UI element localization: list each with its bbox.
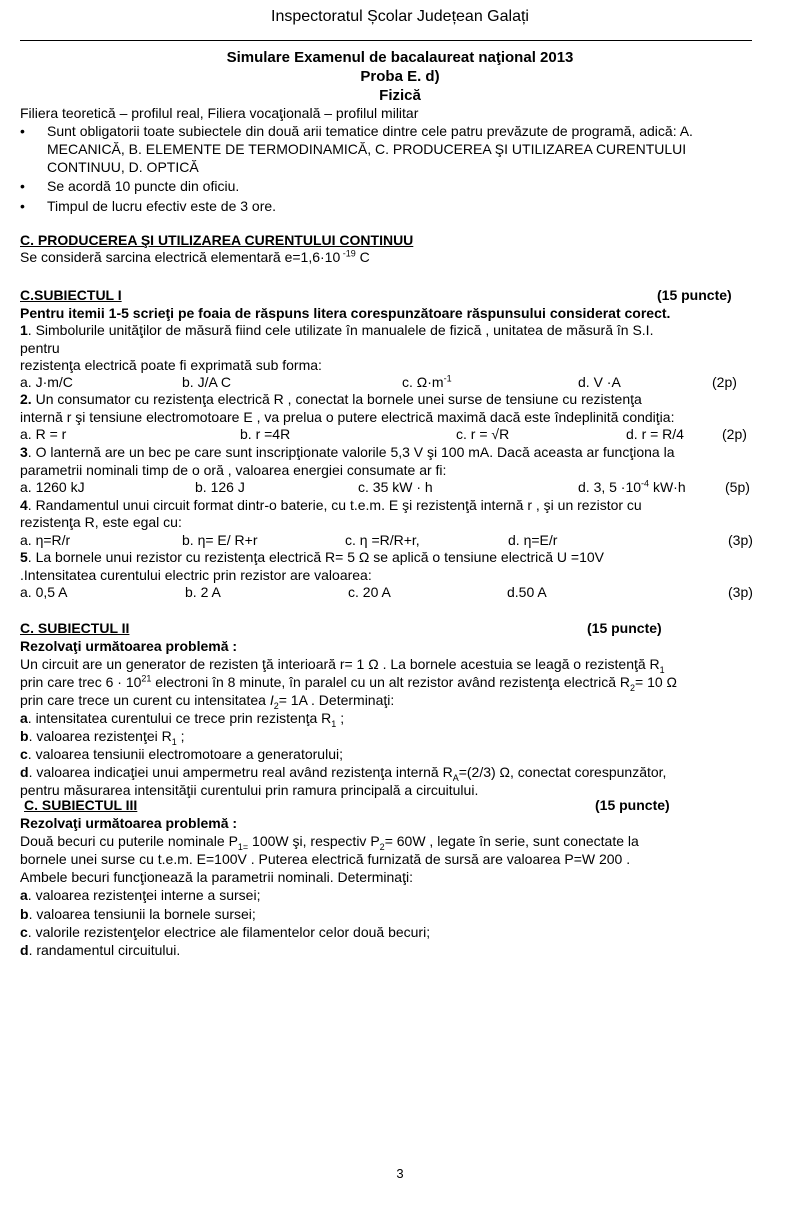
question-text: internă r şi tensiune electromotoare E , va prelua o putere electrică maximă dacă este îndeplinită condiţia: [20, 409, 675, 425]
points: (5p) [725, 479, 750, 495]
points: (2p) [712, 374, 737, 390]
question-text: rezistenţa R, este egal cu: [20, 514, 182, 530]
problem-text: Ambele becuri funcţionează la parametrii nominali. Determinaţi: [20, 869, 413, 885]
problem-text: prin care trec $6 \cdot 10^{21}$ electroni în 8 minute, în paralel cu un alt rezistor având rezistenţa electrică $R_2= 10$ Ω [20, 673, 677, 693]
subject-1-title: C.SUBIECTUL I [20, 287, 122, 303]
option-d: d.50 A [507, 584, 547, 600]
option-c: c. r = √R [456, 426, 510, 442]
points: (3p) [728, 532, 753, 548]
option-a: a. η=R/r [20, 532, 71, 548]
question-3: 3. O lanternă are un bec pe care sunt inscripţionate valorile 5,3 V şi 100 mA. Dacă aceasta ar funcţiona la [20, 444, 675, 460]
option-b: b. 126 J [195, 479, 245, 495]
problem-text: bornele unei surse cu t.e.m. E=100V . Puterea electrică furnizată de sursă are valoarea P=W 200 . [20, 851, 631, 867]
task-a: a. valoarea rezistenţei interne a sursei; [20, 887, 261, 903]
instruction-line: Timpul de lucru efectiv este de 3 ore. [47, 198, 277, 214]
subject-1-points: (15 puncte) [657, 287, 732, 303]
q5-options [20, 584, 800, 601]
option-d: d. r = R/4 [626, 426, 684, 442]
option-c: c. 35 kW · h [358, 479, 433, 495]
q4-options [20, 532, 800, 549]
task-d: d. valoarea indicaţiei unui ampermetru real având rezistenţa internă $R_A=(2/3)$ Ω, conectat corespunzător, [20, 764, 667, 783]
task-a: a. intensitatea curentului ce trece prin rezistenţa $R_1$ ; [20, 710, 345, 729]
option-c: c. 20 A [348, 584, 391, 600]
option-b: b. 2 A [185, 584, 221, 600]
option-a: a. J·m/C [20, 374, 73, 390]
bullet-icon: • [20, 178, 25, 194]
subject-3-title: C. SUBIECTUL III [24, 797, 138, 813]
exam-subject: Fizică [379, 87, 421, 104]
page-header: Inspectoratul Școlar Județean Galați [271, 8, 529, 25]
option-d: d. 3, $5 \cdot 10^{-4}$ kW·h [578, 478, 686, 495]
q3-options [20, 479, 800, 496]
q1-options [20, 374, 800, 391]
option-a: a. 0,5 A [20, 584, 68, 600]
points: (2p) [722, 426, 747, 442]
subject-2-points: (15 puncte) [587, 620, 662, 636]
instruction-line: Se acordă 10 puncte din oficiu. [47, 178, 240, 194]
option-b: b. r =4R [240, 426, 291, 442]
question-text: .Intensitatea curentului electric prin rezistor are valoarea: [20, 567, 372, 583]
task-d-continued: pentru măsurarea intensităţii curentului prin ramura principală a circuitului. [20, 782, 479, 798]
subject-2-instructions: Rezolvaţi următoarea problemă : [20, 638, 238, 654]
question-text: parametrii nominali timp de o oră , valoarea energiei consumate ar fi: [20, 462, 447, 478]
option-d: d. V ·A [578, 374, 621, 390]
header-rule [20, 40, 752, 41]
question-text: pentru [20, 340, 60, 356]
bullet-icon: • [20, 123, 25, 139]
exam-proba: Proba E. d) [360, 68, 440, 85]
q2-options [20, 426, 800, 443]
task-b: b. valoarea tensiunii la bornele sursei; [20, 906, 256, 922]
problem-text: Două becuri cu puterile nominale $P_{1=}$ 100W şi, respectiv $P_2= 60W$ , legate în serie, sunt conectate la [20, 833, 639, 852]
subject-3-points: (15 puncte) [595, 797, 670, 813]
problem-text: Un circuit are un generator de rezisten ţă interioară r= 1 Ω . La bornele acestuia se leagă o rezistenţă $R_1$ [20, 656, 665, 675]
task-c: c. valoarea tensiunii electromotoare a generatorului; [20, 746, 343, 762]
option-b: b. η= E/ R+r [182, 532, 258, 548]
question-5: 5. La bornele unui rezistor cu rezistenţa electrică R= 5 Ω se aplică o tensiune electrică U =10V [20, 549, 605, 565]
question-text: rezistenţa electrică poate fi exprimată sub forma: [20, 357, 322, 373]
points: (3p) [728, 584, 753, 600]
problem-text: prin care trece un curent cu intensitatea $I_2= 1A$ . Determinaţi: [20, 692, 395, 711]
option-a: a. 1260 kJ [20, 479, 85, 495]
task-c: c. valorile rezistenţelor electrice ale filamentelor celor două becuri; [20, 924, 431, 940]
option-c: c. $\Omega\cdot m^{-1}$ [402, 373, 452, 390]
subject-1-instructions: Pentru itemii 1-5 scrieţi pe foaia de răspuns litera corespunzătoare răspunsului considerat corect. [20, 305, 671, 321]
task-d: d. randamentul circuitului. [20, 942, 181, 958]
option-d: d. η=E/r [508, 532, 558, 548]
question-4: 4. Randamentul unui circuit format dintr-o baterie, cu t.e.m. E şi rezistenţă internă r , şi un rezistor cu [20, 497, 642, 513]
option-b: b. J/A C [182, 374, 232, 390]
question-2: 2. Un consumator cu rezistenţa electrică R , conectat la bornele unei surse de tensiune cu rezistenţa [20, 391, 642, 407]
filiera: Filiera teoretică – profilul real, Filiera vocaţională – profilul militar [20, 105, 419, 121]
option-a: a. R = r [20, 426, 67, 442]
task-b: b. valoarea rezistenţei $R_1$ ; [20, 728, 185, 747]
instruction-line: MECANICĂ, B. ELEMENTE DE TERMODINAMICĂ, C. PRODUCEREA ŞI UTILIZAREA CURENTULUI [47, 141, 687, 157]
exam-title: Simulare Examenul de bacalaureat naţional 2013 [226, 49, 574, 66]
bullet-icon: • [20, 198, 25, 214]
subject-2-title: C. SUBIECTUL II [20, 620, 130, 636]
page-number: 3 [396, 1166, 404, 1181]
section-title: C. PRODUCEREA ŞI UTILIZAREA CURENTULUI CONTINUU [20, 232, 414, 248]
question-1: 1. Simbolurile unităţilor de măsură fiind cele utilizate în manualele de fizică , unitatea de măsură în S.I. [20, 322, 654, 338]
constant-line: Se consideră sarcina electrică elementară e=1,6·10 $^{-19}$ C [20, 248, 370, 265]
instruction-line: Sunt obligatorii toate subiectele din două arii tematice dintre cele patru prevăzute de programă, adică: A. [47, 123, 693, 139]
subject-3-instructions: Rezolvaţi următoarea problemă : [20, 815, 238, 831]
instruction-line: CONTINUU, D. OPTICĂ [47, 159, 199, 175]
option-c: c. η =R/R+r, [345, 532, 420, 548]
